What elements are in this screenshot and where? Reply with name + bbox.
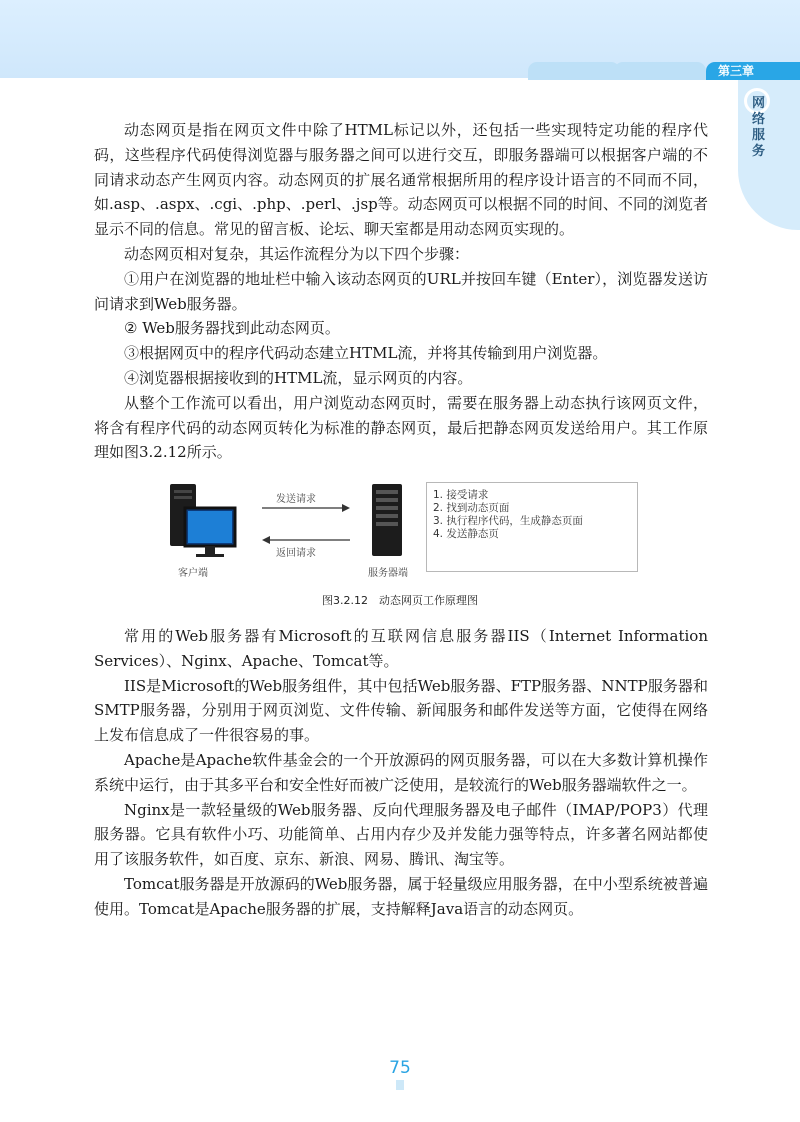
- paragraph: 动态网页是指在网页文件中除了HTML标记以外，还包括一些实现特定功能的程序代码，这些程序代码使得浏览器与服务器之间可以进行交互，即服务器端可以根据客户端的不同请求动态产生网页内容。动态网页的扩展名通常根据所用的程序设计语言的不同而不同，如.asp、.aspx、.cgi、.php、.perl、.jsp等。动态网页可以根据不同的时间、不同的浏览者显示不同的信息。常见的留言板、论坛、聊天室都是用动态网页实现的。: [94, 121, 708, 239]
- paragraph: ①用户在浏览器的地址栏中输入该动态网页的URL并按回车键（Enter），浏览器发送访问请求到Web服务器。: [94, 269, 708, 313]
- paragraph: 常用的Web服务器有Microsoft的互联网信息服务器IIS（Internet Information Services）、Nginx、Apache、Tomcat等。: [94, 627, 708, 670]
- client-label: 客户端: [178, 568, 208, 579]
- section-title: 网络服务: [752, 96, 766, 159]
- header-tab-shape: [614, 62, 706, 80]
- step-item: 1. 接受请求: [433, 489, 489, 501]
- paragraph: 从整个工作流可以看出，用户浏览动态网页时，需要在服务器上动态执行该网页文件，将含有程序代码的动态网页转化为标准的静态网页，最后把静态网页发送给用户。其工作原理如图3.2.12所示。: [94, 393, 708, 462]
- paragraph: Nginx是一款轻量级的Web服务器、反向代理服务器及电子邮件（IMAP/POP3）代理服务器。它具有软件小巧、功能简单、占用内存少及并发能力强等特点，许多著名网站都使用了该服务软件，如百度、京东、新浪、网易、腾讯、淘宝等。: [94, 800, 708, 869]
- return-request-label: 返回请求: [276, 548, 316, 559]
- server-icon: [372, 484, 402, 556]
- paragraph: ② Web服务器找到此动态网页。: [124, 319, 340, 338]
- page-number: 75: [389, 1058, 411, 1078]
- return-arrow-icon: [262, 536, 350, 544]
- send-request-label: 发送请求: [276, 494, 316, 505]
- paragraph: Tomcat服务器是开放源码的Web服务器，属于轻量级应用服务器，在中小型系统被普遍使用。Tomcat是Apache服务器的扩展，支持解释Java语言的动态网页。: [94, 874, 708, 918]
- server-label: 服务器端: [368, 568, 408, 579]
- client-computer-icon: [170, 484, 235, 557]
- step-item: 3. 执行程序代码，生成静态页面: [433, 515, 583, 527]
- steps-box: [426, 482, 638, 572]
- step-item: 2. 找到动态页面: [433, 502, 510, 514]
- body-text-top: [94, 118, 708, 465]
- send-arrow-icon: [262, 504, 350, 512]
- chapter-tab: 第三章: [706, 62, 800, 80]
- body-text-bottom: [94, 624, 708, 922]
- paragraph: 动态网页相对复杂，其运作流程分为以下四个步骤：: [124, 244, 470, 263]
- header-tab-shape: [528, 62, 620, 80]
- figure-caption: 图3.2.12 动态网页工作原理图: [322, 594, 478, 607]
- paragraph: IIS是Microsoft的Web服务组件，其中包括Web服务器、FTP服务器、NNTP服务器和SMTP服务器，分别用于网页浏览、文件传输、新闻服务和邮件发送等方面，它使得在网络上发布信息成了一件很容易的事。: [94, 676, 708, 745]
- figure-dynamic-web: [150, 480, 650, 580]
- paragraph: Apache是Apache软件基金会的一个开放源码的网页服务器，可以在大多数计算机操作系统中运行，由于其多平台和安全性好而被广泛使用，是较流行的Web服务器端软件之一。: [94, 750, 708, 794]
- step-item: 4. 发送静态页: [433, 528, 499, 540]
- paragraph: ③根据网页中的程序代码动态建立HTML流，并将其传输到用户浏览器。: [124, 344, 608, 363]
- page-number-tick: [396, 1080, 404, 1090]
- paragraph: ④浏览器根据接收到的HTML流，显示网页的内容。: [124, 368, 473, 387]
